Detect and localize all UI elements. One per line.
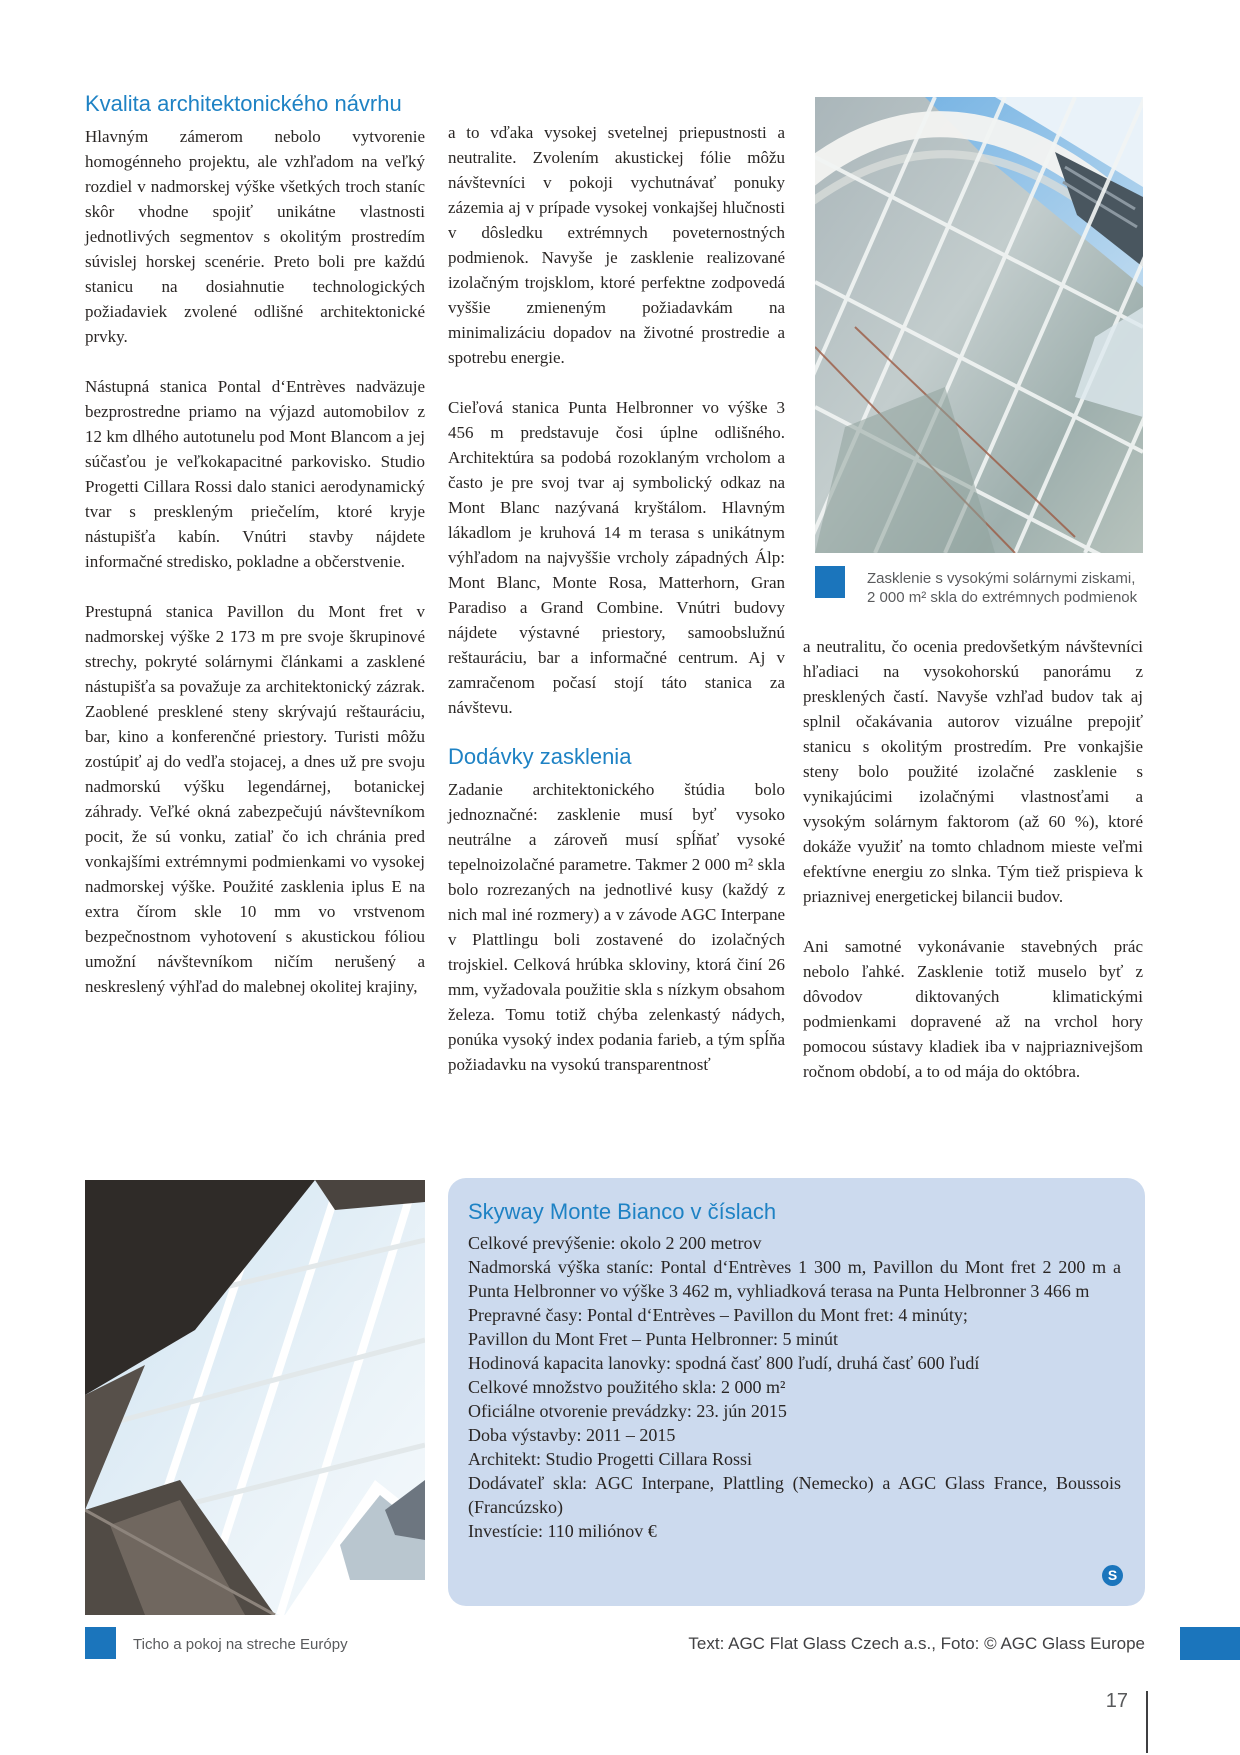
interior-photo xyxy=(85,1180,425,1615)
fact-station-altitudes: Nadmorská výška staníc: Pontal d‘Entrèves 1 300 m, Pavillon du Mont fret 2 200 m a Punta Helbronner vo výške 3 462 m, vyhliadková terasa na Punta Helbronner 3 466 m xyxy=(468,1257,1121,1301)
facade-caption-line-2: 2 000 m² skla do extrémnych podmienok xyxy=(867,589,1138,606)
col2-paragraph-2: Cieľová stanica Punta Helbronner vo výške 3 456 m predstavuje čosi úplne odlišného. Architektúra sa podobá rozoklaným vrcholom a často je pre svoj tvar aj symbolický odkaz na Mont Blanc nazývaná kryštálom. Hlavným lákadlom je kruhová 14 m terasa s unikátnym výhľadom na najvyššie vrcholy západných Álp: Mont Blanc, Monte Rosa, Matterhorn, Gran Paradiso a Grand Combine. Vnútri budovy nájdete výstavné priestory, samoobslužnú reštauráciu, bar a informačné centrum. Aj v zamračenom počasí stojí táto stanica za návštevu. xyxy=(448,398,785,717)
page-number-rule xyxy=(1146,1691,1148,1753)
col1-paragraph-1: Hlavným zámerom nebolo vytvorenie homogénneho projektu, ale vzhľadom na veľký rozdiel v nadmorskej výške všetkých troch staníc skôr vhodne spojiť unikátne vlastnosti jednotlivých segmentov s okolitým prostredím súvislej horskej scenérie. Preto boli pre každú stanicu na dosiahnutie technologických požiadaviek zvolené odlišné architektonické prvky. xyxy=(85,127,425,346)
col2-paragraph-1: a to vďaka vysokej svetelnej priepustnosti a neutralite. Zvolením akustickej fólie môžu návštevníci v pokoji vychutnávať ponuky zázemia aj v prípade vysokej vonkajšej hlučnosti v dôsledku extrémnych poveternostných podmienok. Navyše je zasklenie realizované izolačným trojsklom, ktoré perfektne zodpovedá vyššie zmieneným požiadavkám na minimalizáciu dopadov na životné prostredie a spotrebu energie. xyxy=(448,123,785,367)
fact-travel-times-1: Prepravné časy: Pontal d‘Entrèves – Pavillon du Mont fret: 4 minúty; xyxy=(468,1305,968,1325)
column-3 xyxy=(803,634,1143,1084)
footer-blue-bar xyxy=(1180,1627,1240,1660)
fact-construction-period: Doba výstavby: 2011 – 2015 xyxy=(468,1425,676,1445)
col3-paragraph-2: Ani samotné vykonávanie stavebných prác nebolo ľahké. Zasklenie totiž muselo byť z dôvodov diktovaných klimatickými podmienkami dopravené až na vrchol hory pomocou sústavy kladiek iba v najpriaznivejšom ročnom období, a to od mája do októbra. xyxy=(803,937,1143,1081)
fact-glass-supplier: Dodávateľ skla: AGC Interpane, Plattling (Nemecko) a AGC Glass France, Boussois (Francúzsko) xyxy=(468,1473,1121,1517)
facade-caption-text xyxy=(867,566,1137,607)
caption-marker-square xyxy=(85,1627,116,1659)
infobox-facts xyxy=(468,1231,1121,1543)
interior-photo-caption xyxy=(85,1627,505,1659)
column-2 xyxy=(448,120,785,1077)
facade-caption-line-1: Zasklenie s vysokými solárnymi ziskami, xyxy=(867,570,1136,587)
fact-glass-amount: Celkové množstvo použitého skla: 2 000 m² xyxy=(468,1377,786,1397)
fact-elevation: Celkové prevýšenie: okolo 2 200 metrov xyxy=(468,1233,762,1253)
section-heading-glazing-supply: Dodávky zasklenia xyxy=(448,744,632,769)
section-heading-architecture-quality: Kvalita architektonického návrhu xyxy=(85,91,402,116)
skyway-facts-box xyxy=(448,1178,1145,1606)
fact-investment: Investície: 110 miliónov € xyxy=(468,1521,657,1541)
facade-photo-caption xyxy=(815,566,1155,607)
fact-architect: Architekt: Studio Progetti Cillara Rossi xyxy=(468,1449,752,1469)
fact-opening: Oficiálne otvorenie prevádzky: 23. jún 2015 xyxy=(468,1401,787,1421)
col1-paragraph-3: Prestupná stanica Pavillon du Mont fret v nadmorskej výške 2 173 m pre svoje škrupinové strechy, pokryté solárnymi článkami a zasklené nástupišťa sa považuje za architektonický zázrak. Zaoblené presklené steny skrývajú reštauráciu, bar, kino a konferenčné priestory. Turisti môžu zostúpiť aj do vedľa stojacej, a dnes už pre svoju nadmorskú výšku legendárnej, botanickej záhrady. Veľké okná zabezpečujú návštevníkom pocit, že sú vonku, zatiaľ čo ich chránia pred vonkajšími extrémnymi podmienkami vo vysokej nadmorskej výške. Použité zasklenia iplus E na extra čírom skle 10 mm vo vrstvenom bezpečnostnom vyhotovení s akustickou fóliou umožní návštevníkom ničím nerušený a neskreslený výhľad do malebnej okolitej krajiny, xyxy=(85,602,425,996)
caption-marker-square xyxy=(815,566,845,598)
col3-paragraph-1: a neutralitu, čo ocenia predovšetkým návštevníci hľadiaci na vysokohorskú panorámu z presklených častí. Navyše vzhľad budov tak aj splnil očakávania autorov vizuálne prepojiť stanicu s okolitým prostredím. Pre vonkajšie steny bolo použité izolačné zasklenie s vynikajúcimi izolačnými vlastnosťami a vysokým solárnym faktorom (až 60 %), ktoré dokáže využiť na tomto chladnom mieste veľmi efektívne energiu zo slnka. Tým tiež prispieva k priaznivej energetickej bilancii budov. xyxy=(803,637,1143,906)
col1-paragraph-2: Nástupná stanica Pontal d‘Entrèves nadväzuje bezprostredne priamo na výjazd automobilov z 12 km dlhého autotunelu pod Mont Blancom a jej súčasťou je veľkokapacitné parkovisko. Studio Progetti Cillara Rossi dalo stanici aerodynamický tvar s preskleným priečelím, ktoré kryje nástupišťa kabín. Vnútri stavby nájdete informačné stredisko, pokladne a občerstvenie. xyxy=(85,377,425,571)
col2-paragraph-3: Zadanie architektonického štúdia bolo jednoznačné: zasklenie musí byť vysoko neutrálne a zároveň musí spĺňať vysoké tepelnoizolačné parametre. Takmer 2 000 m² skla bolo rozrezaných na jednotlivé kusy (každý z nich mal iné rozmery) a v závode AGC Interpane v Plattlingu boli zostavené do izolačných trojskiel. Celková hrúbka skloviny, ktorá činí 26 mm, vyžadovala použitie skla s nízkym obsahom železa. Tomu totiž chýba zelenkastý nádych, ponúka vysoký index podania farieb, a tým spĺňa požiadavku na vysokú transparentnosť xyxy=(448,780,785,1074)
facade-photo-art xyxy=(815,97,1143,553)
column-1 xyxy=(85,92,425,999)
credit-line: Text: AGC Flat Glass Czech a.s., Foto: © AGC Glass Europe xyxy=(688,1634,1145,1653)
infobox-title: Skyway Monte Bianco v číslach xyxy=(468,1199,777,1224)
interior-caption-text: Ticho a pokoj na streche Európy xyxy=(133,1636,348,1653)
fact-capacity: Hodinová kapacita lanovky: spodná časť 800 ľudí, druhá časť 600 ľudí xyxy=(468,1353,980,1373)
fact-travel-times-2: Pavillon du Mont Fret – Punta Helbronner: 5 minút xyxy=(468,1329,838,1349)
s-logo-badge: S xyxy=(1102,1565,1123,1586)
interior-photo-art xyxy=(85,1180,425,1615)
facade-photo xyxy=(815,97,1143,553)
page-number: 17 xyxy=(1105,1690,1128,1712)
